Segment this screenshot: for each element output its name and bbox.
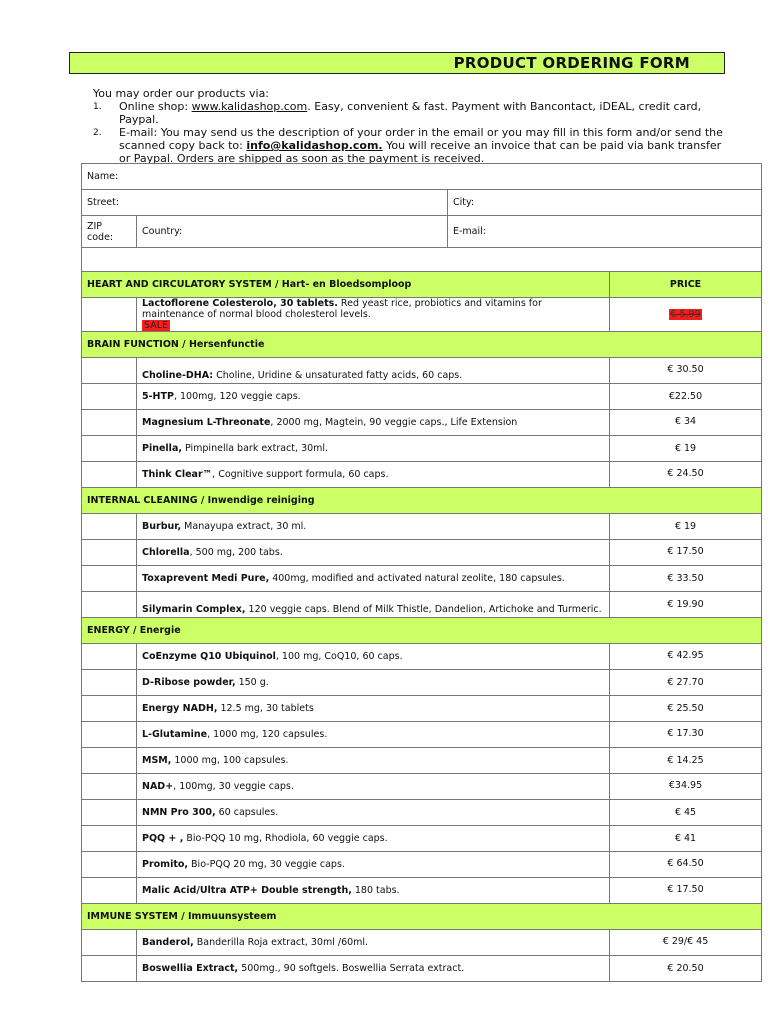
city-field[interactable]: City: [448,190,762,216]
product-description [137,696,610,722]
product-price [610,436,762,462]
product-price [610,566,762,592]
price-value: € 19 [674,443,697,454]
product-row [82,592,762,618]
intro-lead: You may order our products via: [93,87,270,100]
product-row [82,852,762,878]
product-price [610,748,762,774]
product-price [610,800,762,826]
list-number: 1. [93,102,102,112]
product-details: 180 tabs. [351,885,400,896]
price-header: PRICE [610,272,762,298]
product-name: PQQ + , [142,833,184,844]
online-prefix: Online shop: [119,100,192,113]
product-price [610,774,762,800]
product-name: Toxaprevent Medi Pure, [142,573,270,584]
product-name: Think Clear™ [142,469,213,480]
product-price [610,644,762,670]
form-spacer [82,248,762,272]
email-field[interactable]: E-mail: [448,216,762,248]
product-row [82,566,762,592]
product-name: 5-HTP [142,391,174,402]
product-price [610,956,762,982]
quantity-cell[interactable] [82,696,137,722]
price-value: € 5.99 [670,309,701,320]
quantity-cell[interactable] [82,540,137,566]
product-name: Burbur, [142,521,182,532]
product-details: 12.5 mg, 30 tablets [217,703,314,714]
product-price [610,852,762,878]
product-row [82,826,762,852]
product-details: 120 veggie caps. Blend of Milk Thistle, Dandelion, Artichoke and Turmeric. [245,604,602,615]
product-price [610,410,762,436]
price-value: € 17.50 [667,884,704,895]
price-value: € 30.50 [667,364,704,375]
product-row [82,410,762,436]
price-value: € 45 [674,807,697,818]
price-value: € 25.50 [667,703,704,714]
title-bar [69,52,725,74]
product-description [137,410,610,436]
email-link[interactable]: info@kalidashop.com. [246,139,383,152]
product-description [137,722,610,748]
product-row [82,748,762,774]
email-prefix: E-mail: You may send us the description of your order in the email or you may fill in this form and/or send the scanned copy back to: [119,126,723,152]
product-row [82,722,762,748]
product-row [82,956,762,982]
list-number: 2. [93,128,102,138]
intro [93,87,733,165]
product-details: 500mg., 90 softgels. Boswellia Serrata extract. [238,963,465,974]
price-value: € 17.50 [667,546,704,557]
product-price [610,540,762,566]
price-value: € 27.70 [667,677,704,688]
product-description [137,826,610,852]
category-row [82,488,762,514]
product-description [137,462,610,488]
category-title: INTERNAL CLEANING / Inwendige reiniging [82,488,762,514]
product-name: Malic Acid/Ultra ATP+ Double strength, [142,885,352,896]
shop-link[interactable]: www.kalidashop.com [191,100,308,113]
price-value: € 19.90 [667,599,704,610]
quantity-cell[interactable] [82,644,137,670]
product-row [82,298,762,332]
product-description [137,852,610,878]
product-name: Silymarin Complex, [142,604,246,615]
product-price [610,514,762,540]
product-row [82,930,762,956]
quantity-cell[interactable] [82,956,137,982]
product-name: Lactoflorene Colesterolo, 30 tablets. [142,298,338,309]
zip-field[interactable]: ZIP code: [82,216,137,248]
product-name: MSM, [142,755,172,766]
product-name: CoEnzyme Q10 Ubiquinol [142,651,276,662]
price-value: € 34 [674,416,697,427]
category-title: HEART AND CIRCULATORY SYSTEM / Hart- en Bloedsomploop [82,272,610,298]
price-value: €34.95 [668,780,703,791]
category-row [82,618,762,644]
product-name: D-Ribose powder, [142,677,236,688]
customer-form [81,163,762,272]
order-method-online [93,100,733,126]
product-row [82,540,762,566]
quantity-cell[interactable] [82,358,137,384]
price-value: € 14.25 [667,755,704,766]
product-row [82,514,762,540]
product-name: NMN Pro 300, [142,807,216,818]
product-table [81,271,762,982]
product-details: Choline, Uridine & unsaturated fatty acids, 60 caps. [213,370,463,381]
product-details: , Cognitive support formula, 60 caps. [212,469,389,480]
product-details: Bio-PQQ 20 mg, 30 veggie caps. [188,859,345,870]
product-row [82,800,762,826]
product-details: 150 g. [235,677,269,688]
sale-badge: SALE [144,320,169,331]
quantity-cell[interactable] [82,930,137,956]
quantity-cell[interactable] [82,592,137,618]
product-details: 1000 mg, 100 capsules. [171,755,289,766]
product-description [137,748,610,774]
product-price [610,930,762,956]
product-details: Banderilla Roja extract, 30ml /60ml. [193,937,369,948]
price-value: € 64.50 [667,858,704,869]
product-description [137,592,610,618]
quantity-cell[interactable] [82,410,137,436]
product-details: , 2000 mg, Magtein, 90 veggie caps., Life Extension [270,417,518,428]
product-price [610,592,762,618]
name-field[interactable]: Name: [82,164,762,190]
product-description [137,384,610,410]
quantity-cell[interactable] [82,298,137,332]
price-value: € 19 [674,521,697,532]
price-value: € 29/€ 45 [662,936,709,947]
product-price [610,298,762,332]
street-field[interactable]: Street: [82,190,448,216]
product-table-body [82,272,762,982]
category-row [82,904,762,930]
price-value: € 33.50 [667,573,704,584]
product-description [137,358,610,384]
quantity-cell[interactable] [82,800,137,826]
product-price [610,462,762,488]
product-price [610,878,762,904]
product-details: , 100 mg, CoQ10, 60 caps. [275,651,403,662]
product-description [137,774,610,800]
product-details: Red yeast rice, probiotics and vitamins for maintenance of normal blood cholesterol levels. [142,298,542,320]
quantity-cell[interactable] [82,852,137,878]
quantity-cell[interactable] [82,462,137,488]
product-description [137,436,610,462]
product-row [82,670,762,696]
product-description [137,566,610,592]
quantity-cell[interactable] [82,670,137,696]
product-row [82,644,762,670]
product-description [137,956,610,982]
product-row [82,358,762,384]
price-value: € 20.50 [667,963,704,974]
quantity-cell[interactable] [82,566,137,592]
product-name: Chlorella [142,547,190,558]
order-method-email [93,126,733,165]
product-row [82,774,762,800]
product-row [82,878,762,904]
product-description [137,644,610,670]
page-title: PRODUCT ORDERING FORM [453,54,690,72]
product-description [137,670,610,696]
product-description [137,298,610,332]
product-name: Energy NADH, [142,703,218,714]
product-details: , 100mg, 30 veggie caps. [173,781,294,792]
product-name: Promito, [142,859,189,870]
quantity-cell[interactable] [82,878,137,904]
price-value: € 42.95 [667,650,704,661]
category-row [82,272,762,298]
category-row [82,332,762,358]
quantity-cell[interactable] [82,436,137,462]
product-description [137,800,610,826]
price-value: € 24.50 [667,468,704,479]
quantity-cell[interactable] [82,826,137,852]
product-price [610,696,762,722]
product-name: Choline-DHA: [142,370,214,381]
order-methods [93,100,733,165]
product-description [137,878,610,904]
product-row [82,384,762,410]
quantity-cell[interactable] [82,384,137,410]
product-details: Pimpinella bark extract, 30ml. [181,443,329,454]
product-details: , 500 mg, 200 tabs. [189,547,283,558]
product-details: , 100mg, 120 veggie caps. [173,391,301,402]
price-value: € 17.30 [667,728,704,739]
product-row [82,696,762,722]
product-row [82,462,762,488]
product-row [82,436,762,462]
price-value: € 41 [674,833,697,844]
product-details: , 1000 mg, 120 capsules. [207,729,328,740]
product-description [137,930,610,956]
quantity-cell[interactable] [82,748,137,774]
product-name: Pinella, [142,443,182,454]
category-title: IMMUNE SYSTEM / Immuunsysteem [82,904,762,930]
product-name: L-Glutamine [142,729,208,740]
product-price [610,384,762,410]
category-title: BRAIN FUNCTION / Hersenfunctie [82,332,762,358]
product-name: Magnesium L-Threonate [142,417,271,428]
product-price [610,826,762,852]
category-title: ENERGY / Energie [82,618,762,644]
product-details: 60 capsules. [215,807,279,818]
online-suffix: . Easy, convenient & fast. Payment with Bancontact, iDEAL, credit card, Paypal. [119,100,702,126]
product-name: NAD+ [142,781,174,792]
product-price [610,722,762,748]
product-name: Boswellia Extract, [142,963,239,974]
product-details: 400mg, modified and activated natural zeolite, 180 capsules. [269,573,565,584]
product-details: Manayupa extract, 30 ml. [181,521,307,532]
quantity-cell[interactable] [82,774,137,800]
product-details: Bio-PQQ 10 mg, Rhodiola, 60 veggie caps. [183,833,388,844]
email-suffix: You will receive an invoice that can be paid via bank transfer or Paypal. Orders are shipped as soon as the payment is received. [119,139,722,165]
product-description [137,540,610,566]
quantity-cell[interactable] [82,722,137,748]
quantity-cell[interactable] [82,514,137,540]
product-description [137,514,610,540]
country-field[interactable]: Country: [137,216,448,248]
product-name: Banderol, [142,937,194,948]
product-price [610,670,762,696]
product-price [610,358,762,384]
price-value: €22.50 [668,391,703,402]
